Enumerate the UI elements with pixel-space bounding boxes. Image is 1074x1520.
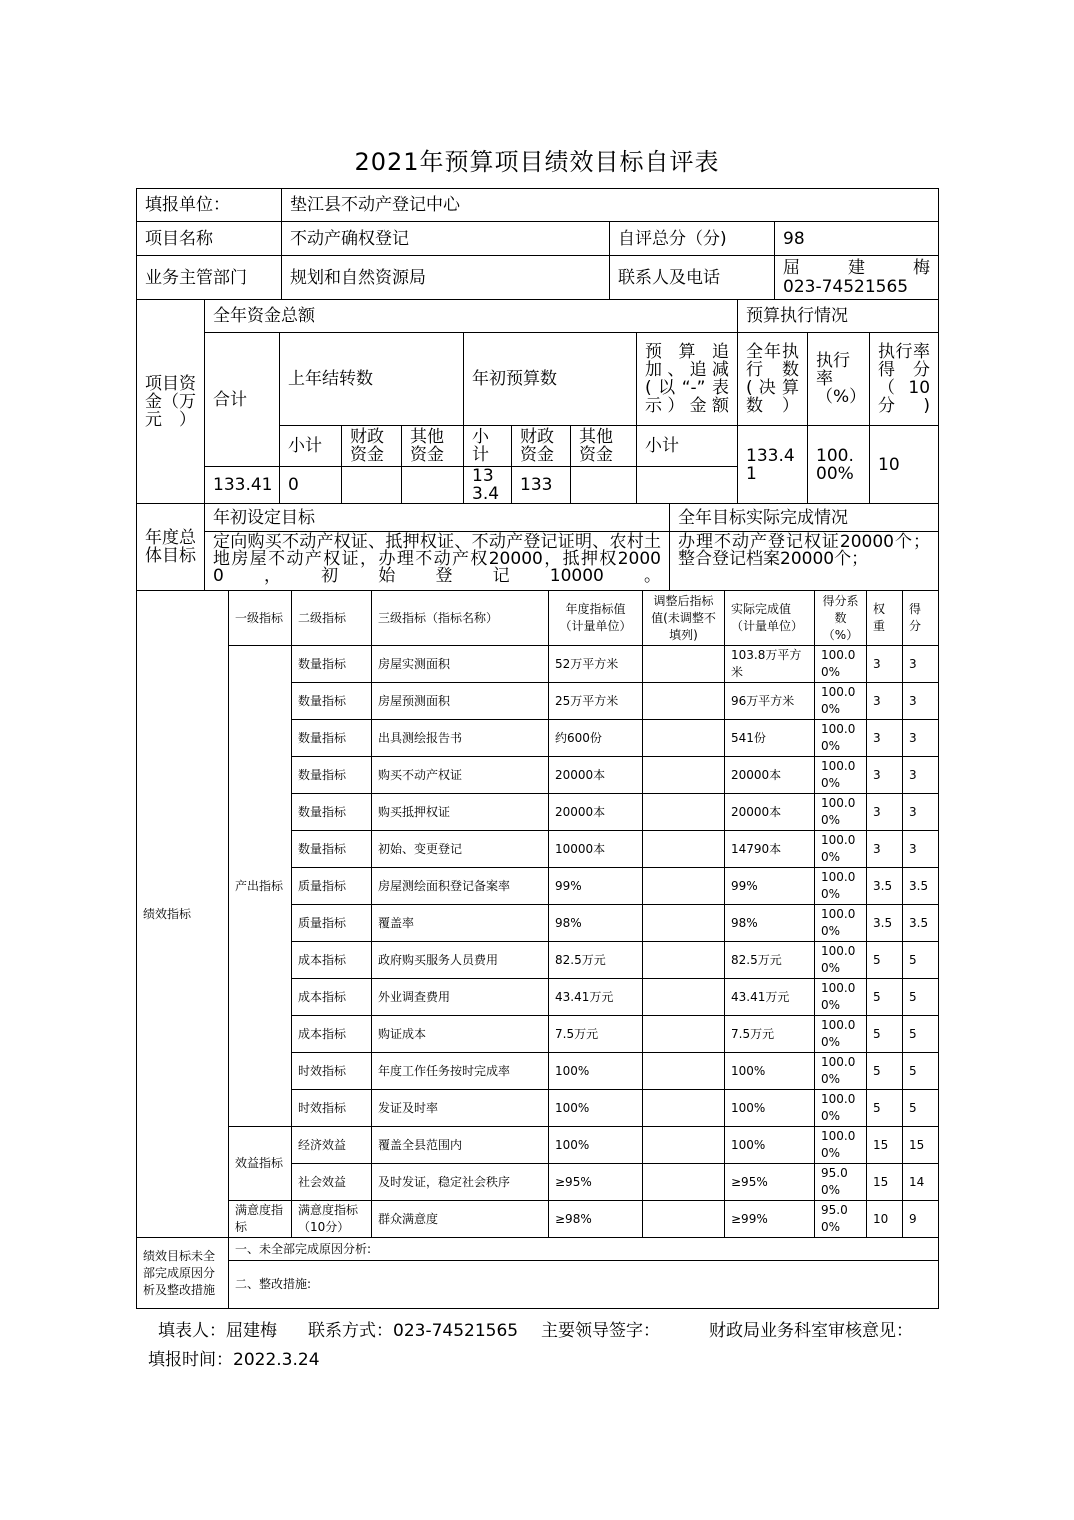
cell-adjusted [643,1016,725,1053]
cell-level2: 时效指标 [292,1053,372,1090]
score-value: 98 [775,222,939,256]
cell-level2: 成本指标 [292,979,372,1016]
cell-weight: 3.5 [867,868,903,905]
group-benefit: 效益指标 [229,1127,292,1201]
unit-label: 填报单位： [137,189,282,222]
cell-coef: 100.00% [815,646,867,683]
cell-actual: 541份 [725,720,815,757]
cell-actual: 99% [725,868,815,905]
carry-subtotal-value: 0 [280,467,342,504]
cell-coef: 100.00% [815,1053,867,1090]
cell-coef: 100.00% [815,1016,867,1053]
cell-level2: 数量指标 [292,720,372,757]
cell-adjusted [643,1127,725,1164]
header-table [136,188,939,300]
cell-weight: 5 [867,1090,903,1127]
cell-score: 9 [903,1201,939,1238]
cell-coef: 100.00% [815,979,867,1016]
analysis-side-label: 绩效目标未全部完成原因分析及整改措施 [137,1238,229,1309]
cell-score: 3.5 [903,868,939,905]
cell-actual: ≥95% [725,1164,815,1201]
cell-adjusted [643,683,725,720]
cell-target: 20000本 [549,757,643,794]
group-satisfaction: 满意度指标 [229,1201,292,1238]
funds-actual-label: 全年执行数(决算数） [738,333,808,426]
cell-actual: 14790本 [725,831,815,868]
cell-coef: 100.00% [815,905,867,942]
cell-level2: 数量指标 [292,646,372,683]
cell-weight: 15 [867,1164,903,1201]
cell-target: 82.5万元 [549,942,643,979]
cell-level2: 数量指标 [292,683,372,720]
funds-carry-label: 上年结转数 [280,333,464,426]
contact-phone: 023-74521565 [783,276,909,297]
initial-subtotal-value: 133.4 [464,467,512,504]
carry-other-value [402,467,464,504]
cell-score: 3 [903,646,939,683]
cell-target: 约600份 [549,720,643,757]
cell-target: 10000本 [549,831,643,868]
cell-name: 出具测绘报告书 [372,720,549,757]
cell-coef: 100.00% [815,720,867,757]
adjust-value [637,467,738,504]
funds-side-label: 项目资金（万元） [137,300,205,504]
carry-other-label: 其他资金 [402,426,464,467]
table-row [137,1201,939,1238]
carry-subtotal-label: 小计 [280,426,342,467]
header-level3: 三级指标（指标名称） [372,591,549,646]
cell-name: 及时发证，稳定社会秩序 [372,1164,549,1201]
cell-actual: 7.5万元 [725,1016,815,1053]
cell-adjusted [643,1164,725,1201]
goals-initial-text: 定向购买不动产权证、抵押权证、不动产登记证明、农村土地房屋不动产权证，办理不动产权20000，抵押权20000，初始登记10000。 [205,532,670,591]
cell-weight: 5 [867,1016,903,1053]
cell-level2: 数量指标 [292,831,372,868]
initial-subtotal-label: 小计 [464,426,512,467]
indicators-header-row [137,591,939,646]
cell-score: 3 [903,683,939,720]
contact-cell [775,256,939,300]
header-score: 得分 [903,591,939,646]
cell-target: 7.5万元 [549,1016,643,1053]
cell-coef: 100.00% [815,794,867,831]
cell-level2: 质量指标 [292,905,372,942]
cell-adjusted [643,1053,725,1090]
contact-label: 联系人及电话 [610,256,775,300]
cell-adjusted [643,757,725,794]
footer-date: 填报时间：2022.3.24 [148,1350,320,1370]
cell-score: 5 [903,942,939,979]
header-adjusted: 调整后指标值(未调整不填列) [643,591,725,646]
cell-weight: 3 [867,794,903,831]
cell-coef: 100.00% [815,868,867,905]
cell-target: 25万平方米 [549,683,643,720]
header-weight: 权重 [867,591,903,646]
cell-weight: 3 [867,831,903,868]
project-label: 项目名称 [137,222,282,256]
adjust-subtotal-label: 小计 [637,426,738,467]
cell-actual: 98% [725,905,815,942]
cell-target: 100% [549,1090,643,1127]
analysis-measures-label: 二、整改措施: [229,1261,939,1309]
page-title: 2021年预算项目绩效目标自评表 [354,148,720,176]
indicators-side-label: 绩效指标 [137,591,229,1238]
cell-actual: ≥99% [725,1201,815,1238]
cell-adjusted [643,831,725,868]
header-level2: 二级指标 [292,591,372,646]
indicators-table [136,590,939,1309]
cell-score: 3 [903,720,939,757]
cell-weight: 3 [867,720,903,757]
funds-initial-label: 年初预算数 [464,333,637,426]
cell-level2: 数量指标 [292,794,372,831]
cell-target: 20000本 [549,794,643,831]
goals-actual-label: 全年目标实际完成情况 [670,504,939,532]
cell-actual: 96万平方米 [725,683,815,720]
carry-fiscal-label: 财政资金 [342,426,402,467]
cell-weight: 3 [867,683,903,720]
dept-label: 业务主管部门 [137,256,282,300]
funds-table [136,299,939,504]
cell-target: 100% [549,1053,643,1090]
cell-actual: 20000本 [725,794,815,831]
cell-score: 3 [903,831,939,868]
cell-level2: 时效指标 [292,1090,372,1127]
cell-name: 覆盖率 [372,905,549,942]
cell-target: ≥95% [549,1164,643,1201]
cell-adjusted [643,794,725,831]
cell-coef: 100.00% [815,683,867,720]
cell-score: 5 [903,1090,939,1127]
cell-coef: 100.00% [815,1127,867,1164]
exec-score-value: 10 [870,426,939,504]
cell-name: 房屋测绘面积登记备案率 [372,868,549,905]
cell-name: 政府购买服务人员费用 [372,942,549,979]
cell-adjusted [643,1201,725,1238]
cell-score: 5 [903,1053,939,1090]
cell-weight: 5 [867,979,903,1016]
cell-actual: 100% [725,1127,815,1164]
actual-value: 133.41 [738,426,808,504]
cell-score: 3 [903,794,939,831]
table-row [137,1127,939,1164]
cell-score: 3 [903,757,939,794]
goals-initial-label: 年初设定目标 [205,504,670,532]
cell-adjusted [643,942,725,979]
cell-score: 3.5 [903,905,939,942]
cell-level2: 经济效益 [292,1127,372,1164]
footer-review: 财政局业务科室审核意见： [709,1321,913,1341]
cell-coef: 95.00% [815,1164,867,1201]
header-coef: 得分系数（%） [815,591,867,646]
cell-coef: 100.00% [815,831,867,868]
cell-adjusted [643,868,725,905]
cell-weight: 3 [867,757,903,794]
initial-other-value [571,467,637,504]
rate-value: 100.00% [808,426,870,504]
sum-value: 133.41 [205,467,280,504]
header-target: 年度指标值（计量单位） [549,591,643,646]
cell-weight: 10 [867,1201,903,1238]
dept-value: 规划和自然资源局 [282,256,610,300]
footer-leader: 主要领导签字： [541,1321,660,1341]
project-value: 不动产确权登记 [282,222,610,256]
cell-score: 5 [903,1016,939,1053]
cell-name: 年度工作任务按时完成率 [372,1053,549,1090]
cell-target: 43.41万元 [549,979,643,1016]
cell-name: 购证成本 [372,1016,549,1053]
header-actual: 实际完成值（计量单位） [725,591,815,646]
cell-target: 52万平方米 [549,646,643,683]
cell-actual: 100% [725,1090,815,1127]
footer-filler: 填表人：屈建梅 [158,1321,277,1341]
cell-weight: 5 [867,942,903,979]
cell-actual: 43.41万元 [725,979,815,1016]
cell-name: 购买不动产权证 [372,757,549,794]
cell-level2: 满意度指标（10分） [292,1201,372,1238]
cell-adjusted [643,905,725,942]
cell-coef: 100.00% [815,757,867,794]
contact-name: 屈建梅 [783,257,931,278]
cell-target: 98% [549,905,643,942]
goals-actual-text: 办理不动产登记权证20000个；整合登记档案20000个； [670,532,939,591]
score-label: 自评总分（分) [610,222,775,256]
funds-total-label: 全年资金总额 [205,300,738,333]
initial-fiscal-value: 133 [512,467,571,504]
cell-name: 发证及时率 [372,1090,549,1127]
funds-rate-label: 执行率（%） [808,333,870,426]
funds-adjust-label: 预算追加、追减(以“-”表示）金额 [637,333,738,426]
cell-level2: 社会效益 [292,1164,372,1201]
initial-fiscal-label: 财政资金 [512,426,571,467]
cell-name: 初始、变更登记 [372,831,549,868]
cell-actual: 100% [725,1053,815,1090]
cell-name: 群众满意度 [372,1201,549,1238]
cell-name: 覆盖全县范围内 [372,1127,549,1164]
cell-score: 15 [903,1127,939,1164]
cell-level2: 质量指标 [292,868,372,905]
cell-score: 5 [903,979,939,1016]
carry-fiscal-value [342,467,402,504]
cell-name: 购买抵押权证 [372,794,549,831]
cell-target: 99% [549,868,643,905]
footer-contact: 联系方式：023-74521565 [308,1321,519,1341]
cell-weight: 15 [867,1127,903,1164]
cell-coef: 95.00% [815,1201,867,1238]
goals-table [136,503,939,591]
cell-target: 100% [549,1127,643,1164]
cell-coef: 100.00% [815,1090,867,1127]
cell-weight: 3.5 [867,905,903,942]
initial-other-label: 其他资金 [571,426,637,467]
cell-score: 14 [903,1164,939,1201]
analysis-reason-label: 一、未全部完成原因分析: [229,1238,939,1261]
funds-sum-label: 合计 [205,333,280,467]
cell-actual: 82.5万元 [725,942,815,979]
cell-weight: 5 [867,1053,903,1090]
cell-adjusted [643,979,725,1016]
cell-adjusted [643,1090,725,1127]
group-output: 产出指标 [229,646,292,1127]
cell-actual: 20000本 [725,757,815,794]
cell-adjusted [643,720,725,757]
cell-name: 房屋实测面积 [372,646,549,683]
table-row [137,646,939,683]
funds-exec-label: 预算执行情况 [738,300,939,333]
cell-level2: 数量指标 [292,757,372,794]
funds-score-label: 执行率得分（10分) [870,333,939,426]
cell-coef: 100.00% [815,942,867,979]
cell-level2: 成本指标 [292,1016,372,1053]
cell-level2: 成本指标 [292,942,372,979]
header-level1: 一级指标 [229,591,292,646]
cell-name: 房屋预测面积 [372,683,549,720]
cell-target: ≥98% [549,1201,643,1238]
cell-name: 外业调查费用 [372,979,549,1016]
cell-weight: 3 [867,646,903,683]
cell-adjusted [643,646,725,683]
cell-actual: 103.8万平方米 [725,646,815,683]
unit-value: 垫江县不动产登记中心 [282,189,939,222]
goals-side-label: 年度总体目标 [137,504,205,591]
